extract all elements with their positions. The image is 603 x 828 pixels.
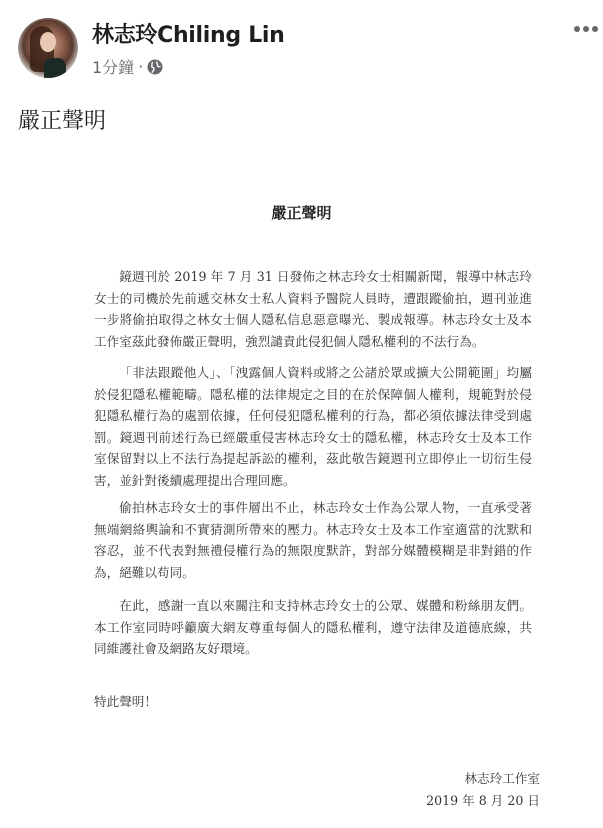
more-horizontal-icon-dot <box>592 26 598 32</box>
avatar-body-shape <box>44 58 66 78</box>
signature-date: 2019 年 8 月 20 日 <box>426 793 540 808</box>
avatar-face-shape <box>40 32 56 52</box>
more-horizontal-icon <box>574 26 580 32</box>
globe-icon[interactable] <box>147 59 163 75</box>
document-title: 嚴正聲明 <box>271 204 332 222</box>
meta-separator: · <box>138 57 144 76</box>
document-paragraph: 在此，感謝一直以來關注和支持林志玲女士的公眾、媒體和粉絲朋友們。本工作室同時呼籲廣大網友尊重每個人的隱私權利，遵守法律及道德底線，共同維護社會及網路友好環境。 <box>94 598 532 656</box>
author-name-link[interactable]: 林志玲Chiling Lin <box>92 23 285 48</box>
author-avatar[interactable] <box>18 18 78 78</box>
document-paragraph: 偷拍林志玲女士的事件層出不止，林志玲女士作為公眾人物，一直承受著無端網絡輿論和不實猜測所帶來的壓力。林志玲女士及本工作室適當的沈默和容忍，並不代表對無禮侵權行為的無限度默許，對部分媒體模糊是非對錯的作為，絕難以苟同。 <box>94 500 532 580</box>
post-text: 嚴正聲明 <box>18 109 107 134</box>
post-timestamp[interactable]: 1分鐘 <box>92 58 135 77</box>
post-header <box>0 0 603 100</box>
document-paragraph: 「非法跟蹤他人」、「洩露個人資料或將之公諸於眾或擴大公開範圍」均屬於侵犯隱私權範疇。隱私權的法律規定之目的在於保障個人權利，規範對於侵犯隱私權行為的處罰依據，任何侵犯隱私權利的行為，都必須依據法律受到處罰。鏡週刊前述行為已經嚴重侵害林志玲女士的隱私權，林志玲女士及本工作室保留對以上不法行為提起訴訟的權利，茲此敬告鏡週刊立即停止一切衍生侵害，並針對後續處理提出合理回應。 <box>94 365 532 488</box>
signature-organization: 林志玲工作室 <box>464 771 540 786</box>
post-meta <box>92 55 163 78</box>
statement-image[interactable] <box>0 150 603 828</box>
document-paragraph: 鏡週刊於 2019 年 7 月 31 日發佈之林志玲女士相關新聞，報導中林志玲女士的司機於先前遞交林女士私人資料予醫院人員時，遭跟蹤偷拍，週刊並進一步將偷拍取得之林女士個人隱私信息惡意曝光、製成報導。林志玲女士及本工作室茲此發佈嚴正聲明，強烈譴責此侵犯個人隱私權利的不法行為。 <box>94 269 532 349</box>
document-signature <box>426 768 540 812</box>
more-horizontal-icon-dot <box>583 26 589 32</box>
document-closing: 特此聲明！ <box>94 694 157 709</box>
more-options-button[interactable] <box>574 26 598 32</box>
